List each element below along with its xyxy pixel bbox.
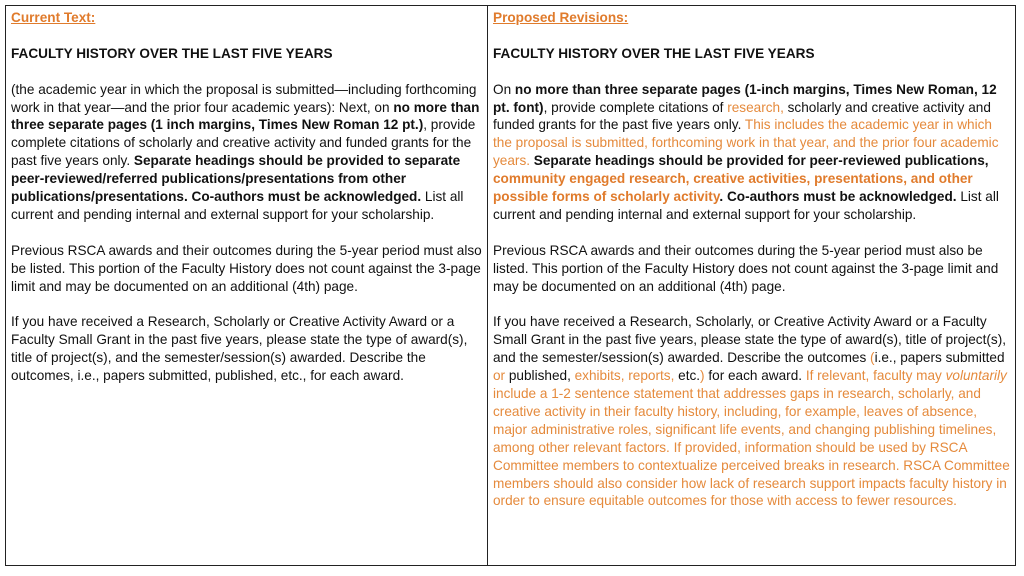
- proposed-section-title: FACULTY HISTORY OVER THE LAST FIVE YEARS: [493, 45, 815, 61]
- current-paragraph-1: (the academic year in which the proposal is submitted—including forthcoming work in that year—and the prior four academic years): Next, on no more than three separate pages (1 inch margins, Times New Roman 12 pt.), provide complete citations of scholarly and creative activity and funded grants for the past five years only. Separate headings should be provided to separate peer-reviewed/referred publications/presentations from other publications/presentations. Co-authors must be acknowledged. List all current and pending internal and external support for your scholarship.: [11, 81, 480, 222]
- current-text-column: [6, 6, 488, 565]
- proposed-revisions-column: [488, 6, 1015, 565]
- proposed-paragraph-2: Previous RSCA awards and their outcomes during the 5-year period must also be listed. This portion of the Faculty History does not count against the 3-page limit and may be documented on an additional (4th) page.: [493, 242, 999, 294]
- current-paragraph-3: If you have received a Research, Scholarly or Creative Activity Award or a Faculty Small Grant in the past five years, please state the type of award(s), title of project(s), and the semester/session(s) awarded. Describe the outcomes, i.e., papers submitted, published, etc., for each award.: [11, 314, 468, 384]
- current-paragraph-2: Previous RSCA awards and their outcomes during the 5-year period must also be listed. This portion of the Faculty History does not count against the 3-page limit and may be documented on an additional (4th) page.: [11, 242, 482, 294]
- current-section-title: FACULTY HISTORY OVER THE LAST FIVE YEARS: [11, 45, 333, 61]
- comparison-table: [5, 5, 1016, 566]
- proposed-revisions-heading: Proposed Revisions:: [493, 10, 629, 25]
- proposed-paragraph-3: If you have received a Research, Scholarly, or Creative Activity Award or a Faculty Small Grant in the past five years, please state the type of award(s), title of project(s), and the semester/session(s) awarded. Describe the outcomes (i.e., papers submitted or published, exhibits, reports, etc.) for each award. If relevant, faculty may voluntarily include a 1-2 sentence statement that addresses gaps in research, scholarly, and creative activity in their faculty history, including, for example, leaves of absence, major administrative roles, significant life events, and changing publishing timelines, among other relevant factors. If provided, information should be used by RSCA Committee members to contextualize perceived breaks in research. RSCA Committee members should also consider how lack of research support impacts faculty history in order to ensure equitable outcomes for those with access to fewer resources.: [493, 314, 1010, 509]
- proposed-paragraph-1: On no more than three separate pages (1-inch margins, Times New Roman, 12 pt. font), provide complete citations of research, scholarly and creative activity and funded grants for the past five years only. This includes the academic year in which the proposal is submitted, forthcoming work in that year, and the prior four academic years. Separate headings should be provided for peer-reviewed publications, community engaged research, creative activities, presentations, and other possible forms of scholarly activity. Co-authors must be acknowledged. List all current and pending internal and external support for your scholarship.: [493, 81, 999, 222]
- current-text-heading: Current Text:: [11, 10, 96, 25]
